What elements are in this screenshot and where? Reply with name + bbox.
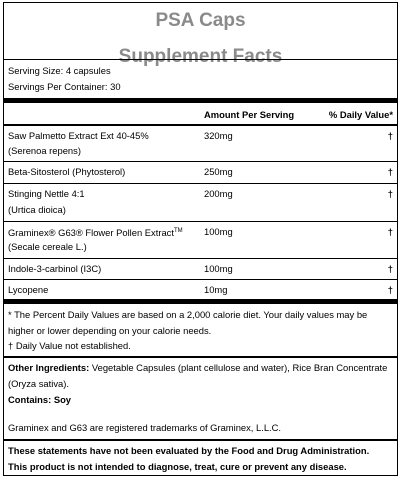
ingredient-sub: (Serenoa repens) [8,145,81,156]
other-ingredients-label: Other Ingredients: [8,362,90,373]
ingredient-sub: (Urtica dioica) [8,204,66,215]
divider [4,59,397,60]
divider [4,356,397,358]
divider [4,183,397,184]
ingredient-amount: 320mg [204,130,233,141]
serving-size: Serving Size: 4 capsules [8,65,111,76]
divider-thick [4,98,397,103]
divider [4,221,397,222]
ingredient-name: Stinging Nettle 4:1 [8,188,85,199]
ingredient-dv: † [387,166,393,177]
ingredient-name: Saw Palmetto Extract Ext 40-45% [8,130,149,141]
divider [4,124,397,126]
product-name: PSA Caps [155,10,246,31]
ingredient-dv: † [387,226,393,237]
other-ingredients-text: Vegetable Capsules (plant cellulose and water), Rice Bran Concentrate (Oryza sativa). [8,362,388,389]
dv-header: % Daily Value* [328,109,393,120]
divider [4,161,397,162]
ingredient-amount: 250mg [204,166,233,177]
footnote-percent: * The Percent Daily Values are based on a 2,000 calorie diet. Your daily values may be higher or lower depending on your calorie needs. [8,309,368,336]
ingredient-name: Indole-3-carbinol (I3C) [8,263,102,274]
ingredient-name: Lycopene [8,284,49,295]
ingredient-sub: (Secale cereale L.) [8,241,87,252]
contains-allergen: Contains: Soy [8,394,72,405]
fda-disclaimer: These statements have not been evaluated by the Food and Drug Administration. This product is not intended to diagnose, treat, cure or prevent any disease. [8,445,370,472]
ingredient-amount: 100mg [204,226,233,237]
ingredient-dv: † [387,130,393,141]
ingredient-name-wrap [8,224,183,240]
ingredient-name: Graminex® G63® Flower Pollen Extract [8,227,174,239]
ingredient-dv: † [387,284,393,295]
footnote-dv: † Daily Value not established. [8,340,131,351]
trademark-sup: TM [173,228,183,234]
amount-header: Amount Per Serving [204,109,295,120]
ingredient-amount: 200mg [204,188,233,199]
divider-thick [4,299,397,304]
divider [4,439,397,441]
ingredient-amount: 10mg [204,284,228,295]
trademark-notice: Graminex and G63 are registered trademarks of Graminex, L.L.C. [8,422,282,433]
facts-title: Supplement Facts [118,46,283,67]
other-ingredients [8,360,391,392]
servings-per-container: Servings Per Container: 30 [8,81,121,92]
ingredient-name: Beta-Sitosterol (Phytosterol) [8,166,126,177]
ingredient-dv: † [387,263,393,274]
divider [4,258,397,259]
ingredient-dv: † [387,188,393,199]
divider [4,279,397,280]
ingredient-amount: 100mg [204,263,233,274]
supplement-facts-label [3,2,398,476]
